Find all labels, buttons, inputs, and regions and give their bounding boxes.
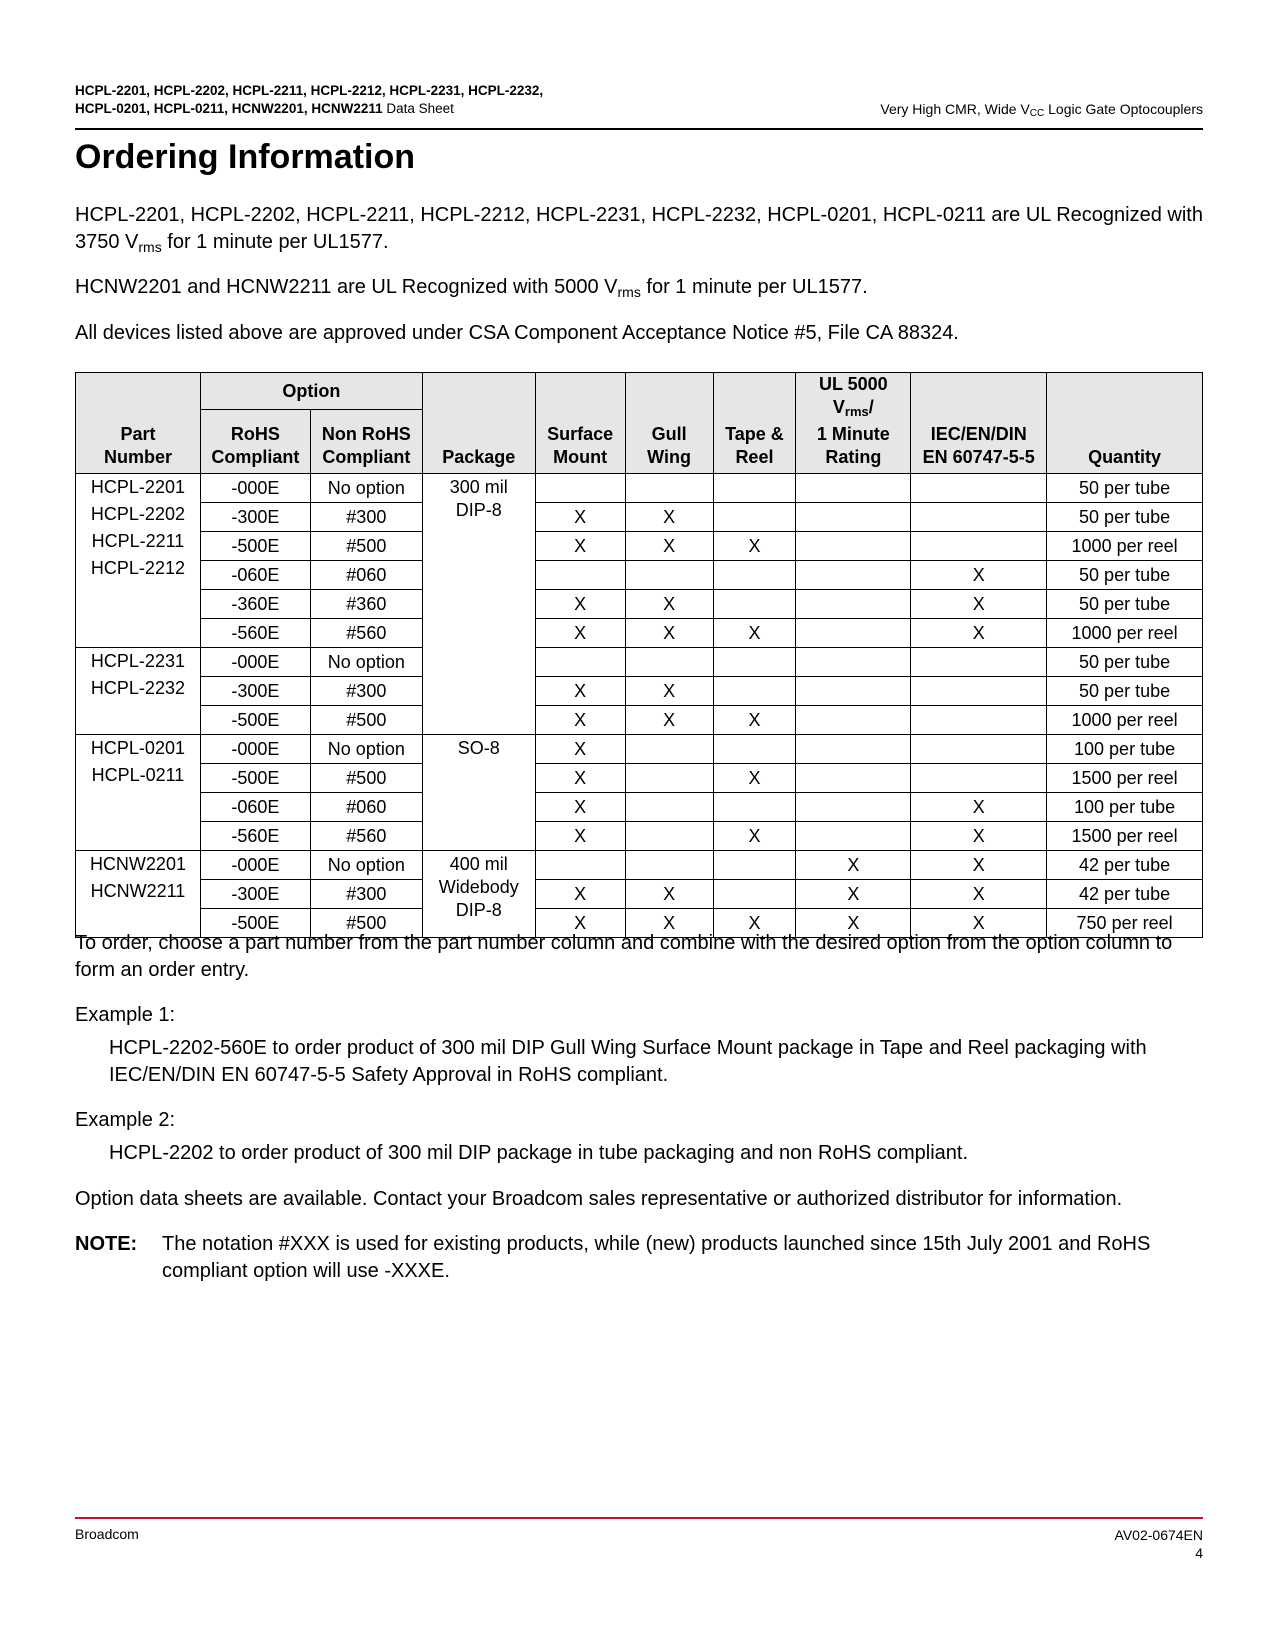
table-row xyxy=(76,561,1203,590)
iec-cell xyxy=(911,474,1047,503)
tape-reel-cell xyxy=(713,474,796,503)
example2-label: Example 2: xyxy=(75,1109,176,1131)
rohs-option-cell: -560E xyxy=(200,619,310,648)
gull-wing-cell: X xyxy=(625,532,713,561)
tape-reel-cell xyxy=(713,851,796,880)
table-row xyxy=(76,851,1203,880)
package-line: 300 mil xyxy=(449,477,508,497)
page-title: Ordering Information xyxy=(75,138,415,176)
part-number: HCPL-2212 xyxy=(90,558,185,578)
surface-mount-cell: X xyxy=(535,735,625,764)
rohs-option-cell: -300E xyxy=(200,677,310,706)
part-number-cell xyxy=(76,648,201,735)
gull-wing-cell: X xyxy=(625,706,713,735)
non-rohs-option-cell: #500 xyxy=(310,532,422,561)
table-row xyxy=(76,706,1203,735)
gull-wing-cell xyxy=(625,561,713,590)
rohs-option-cell: -000E xyxy=(200,648,310,677)
gull-wing-cell: X xyxy=(625,503,713,532)
surface-mount-cell xyxy=(535,648,625,677)
order-instructions: To order, choose a part number from the part number column and combine with the desired option from the option column to form an order entry. xyxy=(75,932,1173,981)
gull-wing-cell xyxy=(625,793,713,822)
header-ul-rating: UL 5000 $V_{rms}/$ 1 Minute Rating xyxy=(796,373,911,474)
quantity-cell: 50 per tube xyxy=(1047,677,1203,706)
iec-cell: X xyxy=(911,822,1047,851)
iec-cell: X xyxy=(911,619,1047,648)
surface-mount-cell: X xyxy=(535,909,625,938)
header-line2: HCPL-0201, HCPL-0211, HCNW2201, HCNW2211 xyxy=(75,101,383,116)
part-number-cell xyxy=(76,851,201,938)
package-cell xyxy=(422,474,535,735)
tape-reel-cell xyxy=(713,793,796,822)
footer-doc-info xyxy=(1115,1526,1203,1562)
tape-reel-cell: X xyxy=(713,822,796,851)
surface-mount-cell: X xyxy=(535,880,625,909)
table-row xyxy=(76,735,1203,764)
ordering-table xyxy=(75,372,1203,938)
gull-wing-cell xyxy=(625,851,713,880)
ul-rating-cell xyxy=(796,735,911,764)
tape-reel-cell xyxy=(713,880,796,909)
footer-company: Broadcom xyxy=(75,1526,139,1542)
package-line: 400 mil xyxy=(449,854,508,874)
package-line: DIP-8 xyxy=(455,900,502,920)
part-number: HCPL-0211 xyxy=(91,765,185,785)
header-title-suffix: Logic Gate Optocouplers xyxy=(1044,101,1203,117)
non-rohs-option-cell: #300 xyxy=(310,503,422,532)
table-row xyxy=(76,793,1203,822)
iec-cell xyxy=(911,735,1047,764)
iec-cell: X xyxy=(911,793,1047,822)
quantity-cell: 1500 per reel xyxy=(1047,764,1203,793)
header-option: Option xyxy=(200,373,422,410)
part-number: HCPL-0201 xyxy=(90,738,185,758)
header-doc-type: Data Sheet xyxy=(382,101,454,116)
table-row xyxy=(76,532,1203,561)
header-surface-mount: Surface Mount xyxy=(535,373,625,474)
surface-mount-cell xyxy=(535,474,625,503)
quantity-cell: 100 per tube xyxy=(1047,735,1203,764)
rohs-option-cell: -500E xyxy=(200,532,310,561)
surface-mount-cell: X xyxy=(535,677,625,706)
non-rohs-option-cell: #500 xyxy=(310,706,422,735)
iec-cell xyxy=(911,764,1047,793)
note-label: NOTE: xyxy=(75,1233,138,1255)
table-row xyxy=(76,648,1203,677)
header-part-list xyxy=(75,82,543,118)
surface-mount-cell: X xyxy=(535,532,625,561)
table-row xyxy=(76,474,1203,503)
iec-cell xyxy=(911,648,1047,677)
table-row xyxy=(76,619,1203,648)
tape-reel-cell xyxy=(713,735,796,764)
tape-reel-cell xyxy=(713,590,796,619)
part-number: HCPL-2202 xyxy=(90,504,185,524)
non-rohs-option-cell: #560 xyxy=(310,822,422,851)
gull-wing-cell: X xyxy=(625,590,713,619)
tape-reel-cell: X xyxy=(713,706,796,735)
table-row xyxy=(76,764,1203,793)
iec-cell: X xyxy=(911,880,1047,909)
gull-wing-cell: X xyxy=(625,909,713,938)
option-datasheets-text: Option data sheets are available. Contact your Broadcom sales representative or authorized distributor for information. xyxy=(75,1188,1123,1210)
quantity-cell: 50 per tube xyxy=(1047,590,1203,619)
surface-mount-cell xyxy=(535,851,625,880)
ul-rating-cell: X xyxy=(796,880,911,909)
non-rohs-option-cell: #360 xyxy=(310,590,422,619)
gull-wing-cell xyxy=(625,764,713,793)
note-block xyxy=(75,1231,1203,1285)
table-row xyxy=(76,822,1203,851)
rohs-option-cell: -000E xyxy=(200,851,310,880)
ul-rating-cell xyxy=(796,706,911,735)
gull-wing-cell xyxy=(625,735,713,764)
surface-mount-cell: X xyxy=(535,706,625,735)
quantity-cell: 50 per tube xyxy=(1047,648,1203,677)
quantity-cell: 1000 per reel xyxy=(1047,619,1203,648)
note-text: The notation #XXX is used for existing products, while (new) products launched since 15th July 2001 and RoHS compliant option will use -XXXE. xyxy=(162,1233,1151,1282)
iec-cell xyxy=(911,532,1047,561)
intro-csa: All devices listed above are approved under CSA Component Acceptance Notice #5, File CA 88324. xyxy=(75,322,959,344)
ul-rating-cell xyxy=(796,590,911,619)
part-number: HCPL-2211 xyxy=(91,531,185,551)
non-rohs-option-cell: No option xyxy=(310,474,422,503)
non-rohs-option-cell: #500 xyxy=(310,909,422,938)
header-non-rohs: Non RoHS Compliant xyxy=(310,410,422,474)
quantity-cell: 50 per tube xyxy=(1047,561,1203,590)
rohs-option-cell: -500E xyxy=(200,909,310,938)
non-rohs-option-cell: #500 xyxy=(310,764,422,793)
non-rohs-option-cell: #060 xyxy=(310,793,422,822)
tape-reel-cell xyxy=(713,648,796,677)
rohs-option-cell: -060E xyxy=(200,793,310,822)
tape-reel-cell: X xyxy=(713,619,796,648)
non-rohs-option-cell: #300 xyxy=(310,880,422,909)
iec-cell: X xyxy=(911,561,1047,590)
intro-p1-sub: rms xyxy=(138,239,162,255)
rohs-option-cell: -000E xyxy=(200,474,310,503)
ul-rating-cell: X xyxy=(796,909,911,938)
ul-rating-cell xyxy=(796,677,911,706)
ul-rating-cell xyxy=(796,764,911,793)
quantity-cell: 1500 per reel xyxy=(1047,822,1203,851)
gull-wing-cell xyxy=(625,822,713,851)
non-rohs-option-cell: #560 xyxy=(310,619,422,648)
table-row xyxy=(76,677,1203,706)
gull-wing-cell: X xyxy=(625,880,713,909)
ul-rating-cell xyxy=(796,793,911,822)
header-package: Package xyxy=(422,373,535,474)
intro-p2-sub: rms xyxy=(617,284,641,300)
intro-p2-text: HCNW2201 and HCNW2211 are UL Recognized with 5000 V xyxy=(75,276,618,298)
surface-mount-cell: X xyxy=(535,793,625,822)
header-tape-reel: Tape & Reel xyxy=(713,373,796,474)
intro-ul-3750 xyxy=(75,202,1203,261)
header-part-number: Part Number xyxy=(76,373,201,474)
quantity-cell: 100 per tube xyxy=(1047,793,1203,822)
rohs-option-cell: -500E xyxy=(200,764,310,793)
quantity-cell: 42 per tube xyxy=(1047,851,1203,880)
rohs-option-cell: -560E xyxy=(200,822,310,851)
ul-rating-cell xyxy=(796,532,911,561)
intro-p1-text: HCPL-2201, HCPL-2202, HCPL-2211, HCPL-2212, HCPL-2231, HCPL-2232, HCPL-0201, HCPL-0211 are UL Recognized with 3750 V xyxy=(75,204,1203,253)
example1-label: Example 1: xyxy=(75,1004,176,1026)
header-title-sub: CC xyxy=(1029,108,1045,119)
header-quantity: Quantity xyxy=(1047,373,1203,474)
iec-cell xyxy=(911,706,1047,735)
tape-reel-cell xyxy=(713,561,796,590)
part-number-cell xyxy=(76,735,201,851)
quantity-cell: 1000 per reel xyxy=(1047,532,1203,561)
quantity-cell: 1000 per reel xyxy=(1047,706,1203,735)
intro-p1-tail: for 1 minute per UL1577. xyxy=(161,231,389,253)
table-row xyxy=(76,880,1203,909)
iec-cell: X xyxy=(911,851,1047,880)
part-number: HCPL-2232 xyxy=(90,678,185,698)
part-number-cell xyxy=(76,474,201,648)
ul-rating-cell xyxy=(796,619,911,648)
non-rohs-option-cell: No option xyxy=(310,735,422,764)
non-rohs-option-cell: #060 xyxy=(310,561,422,590)
quantity-cell: 50 per tube xyxy=(1047,503,1203,532)
quantity-cell: 750 per reel xyxy=(1047,909,1203,938)
page-header xyxy=(75,82,1203,130)
header-iec: IEC/EN/DIN EN 60747-5-5 xyxy=(911,373,1047,474)
footer-rule xyxy=(75,1517,1203,1519)
tape-reel-cell: X xyxy=(713,764,796,793)
gull-wing-cell: X xyxy=(625,677,713,706)
package-cell xyxy=(422,735,535,851)
ul-rating-cell: X xyxy=(796,851,911,880)
non-rohs-option-cell: #300 xyxy=(310,677,422,706)
rohs-option-cell: -300E xyxy=(200,880,310,909)
header-product-title xyxy=(880,100,1203,123)
iec-cell: X xyxy=(911,909,1047,938)
iec-cell xyxy=(911,677,1047,706)
header-gull-wing: Gull Wing xyxy=(625,373,713,474)
iec-cell: X xyxy=(911,590,1047,619)
package-cell xyxy=(422,851,535,938)
quantity-cell: 42 per tube xyxy=(1047,880,1203,909)
rohs-option-cell: -060E xyxy=(200,561,310,590)
gull-wing-cell: X xyxy=(625,619,713,648)
tape-reel-cell: X xyxy=(713,532,796,561)
header-title-prefix: Very High CMR, Wide V xyxy=(880,101,1030,117)
part-number: HCPL-2231 xyxy=(90,651,185,671)
tape-reel-cell xyxy=(713,503,796,532)
header-line1: HCPL-2201, HCPL-2202, HCPL-2211, HCPL-2212, HCPL-2231, HCPL-2232, xyxy=(75,83,544,98)
surface-mount-cell: X xyxy=(535,822,625,851)
rohs-option-cell: -360E xyxy=(200,590,310,619)
ordering-table-body xyxy=(76,474,1203,938)
gull-wing-cell xyxy=(625,474,713,503)
ul-rating-cell xyxy=(796,648,911,677)
table-row xyxy=(76,503,1203,532)
surface-mount-cell: X xyxy=(535,590,625,619)
ul-rating-cell xyxy=(796,822,911,851)
surface-mount-cell: X xyxy=(535,503,625,532)
surface-mount-cell xyxy=(535,561,625,590)
non-rohs-option-cell: No option xyxy=(310,648,422,677)
part-number: HCNW2201 xyxy=(89,854,186,874)
part-number: HCNW2211 xyxy=(90,881,186,901)
tape-reel-cell: X xyxy=(713,909,796,938)
intro-ul-5000 xyxy=(75,274,1203,306)
package-line: DIP-8 xyxy=(455,500,502,520)
gull-wing-cell xyxy=(625,648,713,677)
header-rohs: RoHS Compliant xyxy=(200,410,310,474)
package-line: Widebody xyxy=(438,877,519,897)
ul-rating-cell xyxy=(796,503,911,532)
rohs-option-cell: -500E xyxy=(200,706,310,735)
package-line: SO-8 xyxy=(457,738,500,758)
table-row xyxy=(76,590,1203,619)
iec-cell xyxy=(911,503,1047,532)
ul-rating-cell xyxy=(796,474,911,503)
footer-page-number: 4 xyxy=(1195,1545,1203,1561)
surface-mount-cell: X xyxy=(535,764,625,793)
rohs-option-cell: -300E xyxy=(200,503,310,532)
rohs-option-cell: -000E xyxy=(200,735,310,764)
quantity-cell: 50 per tube xyxy=(1047,474,1203,503)
tape-reel-cell xyxy=(713,677,796,706)
example1-text: HCPL-2202-560E to order product of 300 mil DIP Gull Wing Surface Mount package in Tape and Reel packaging with IEC/EN/DIN EN 60747-5-5 Safety Approval in RoHS compliant. xyxy=(109,1037,1147,1086)
part-number: HCPL-2201 xyxy=(90,477,185,497)
non-rohs-option-cell: No option xyxy=(310,851,422,880)
intro-p2-tail: for 1 minute per UL1577. xyxy=(640,276,868,298)
footer-doc-id: AV02-0674EN xyxy=(1114,1527,1203,1543)
surface-mount-cell: X xyxy=(535,619,625,648)
example2-text: HCPL-2202 to order product of 300 mil DIP package in tube packaging and non RoHS compliant. xyxy=(109,1142,969,1164)
ul-rating-cell xyxy=(796,561,911,590)
